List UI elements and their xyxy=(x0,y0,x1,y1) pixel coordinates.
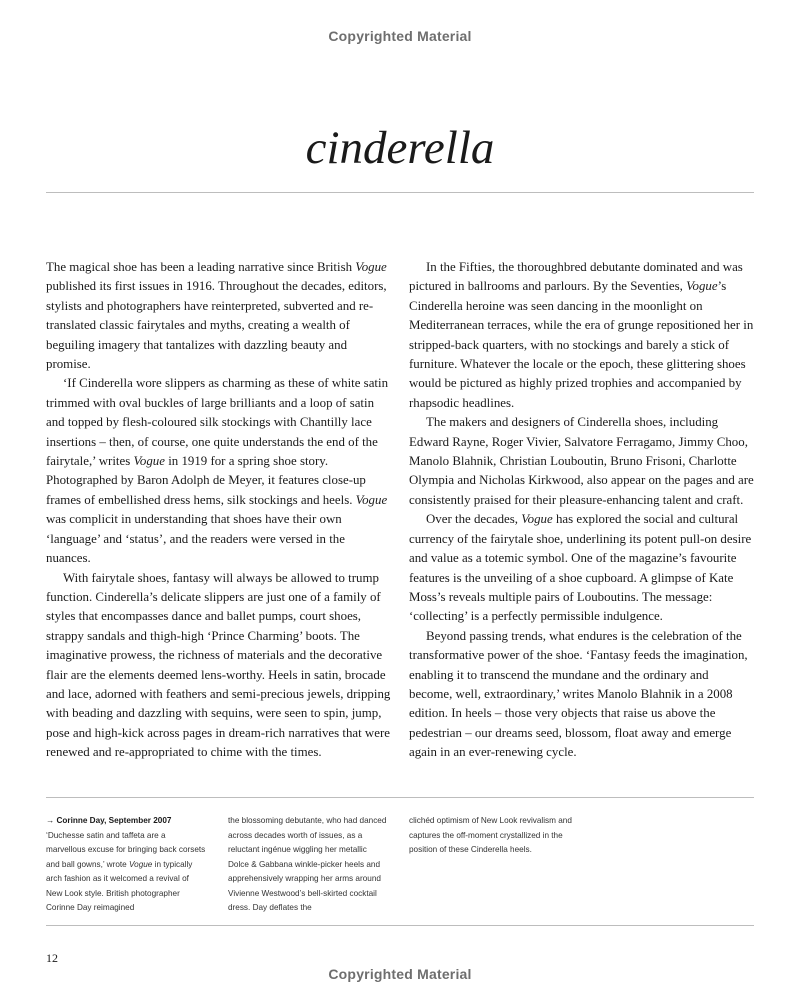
title-divider xyxy=(46,192,754,193)
caption-text: ‘Duchesse satin and taffeta are a marvellous excuse for bringing back corsets and ball gowns,’ wrote Vogue in typically arch fashion as it welcomed a revival of New Look style. British photographer Corinne Day reimagined xyxy=(46,830,206,912)
body-paragraph: Over the decades, Vogue has explored the social and cultural currency of the fairytale shoe, underlining its potent pull-on desire and value as a totemic symbol. One of the magazine’s favourite features is the unveiling of a shoe cupboard. A glimpse of Kate Moss’s reveals multiple pairs of Louboutins. The message: ‘collecting’ is a perfectly permissible indulgence. xyxy=(409,512,752,624)
italic-title: Vogue xyxy=(128,859,153,869)
caption-column-3 xyxy=(409,814,579,858)
caption-text: clichéd optimism of New Look revivalism and captures the off-moment crystallized in the position of these Cinderella heels. xyxy=(409,816,572,854)
copyright-watermark-top: Copyrighted Material xyxy=(328,28,472,44)
body-paragraph: The magical shoe has been a leading narrative since British Vogue published its first issues in 1916. Throughout the decades, editors, stylists and photographers have reinterpreted, subverted and re-translated classic fairytales and myths, creating a wealth of beguiling imagery that tantalizes with dazzling beauty and promise. xyxy=(46,260,387,372)
italic-title: Vogue xyxy=(355,492,388,507)
italic-title: Vogue xyxy=(686,279,718,294)
caption-credit xyxy=(46,814,206,829)
italic-title: Vogue xyxy=(521,512,553,527)
body-paragraph: Beyond passing trends, what endures is the celebration of the transformative power of the shoe. ‘Fantasy feeds the imagination, enabling it to transcend the mundane and the ordinary and become, well, extraordinary,’ writes Manolo Blahnik in a 2008 edition. In heels – those very objects that raise us above the pedestrian – our dreams seed, blossom, float away and emerge again in an ever-renewing cycle. xyxy=(409,628,748,760)
arrow-right-icon: → xyxy=(46,816,55,825)
body-paragraph: With fairytale shoes, fantasy will always be allowed to trump function. Cinderella’s delicate slippers are just one of a family of styles that encompasses dance and ballet pumps, court shoes, strappy sandals and thigh-high ‘Prince Charming’ boots. The imaginative prowess, the richness of materials and the decorative flair are the elements deemed lens-worthy. Heels in satin, brocade and lace, adorned with feathers and semi-precious jewels, dripping with beading and dazzling with sequins, were seen to spin, jump, pose and high-kick across pages in dream-rich narratives that were renewed and re-appropriated to chime with the times. xyxy=(46,570,391,760)
italic-title: Vogue xyxy=(355,260,387,274)
body-paragraph: The makers and designers of Cinderella shoes, including Edward Rayne, Roger Vivier, Salvatore Ferragamo, Jimmy Choo, Manolo Blahnik, Christian Louboutin, Bruno Frisoni, Charlotte Olympia and Nicholas Kirkwood, also appear on the pages and are consistently praised for their pleasure-enhancing talent and craft. xyxy=(409,415,754,507)
chapter-title: cinderella xyxy=(305,122,495,174)
caption-divider xyxy=(46,797,754,798)
page-number: 12 xyxy=(46,951,58,965)
copyright-watermark-bottom: Copyrighted Material xyxy=(328,966,472,982)
caption-column-2 xyxy=(228,814,388,916)
body-paragraph: In the Fifties, the thoroughbred debutante dominated and was pictured in ballrooms and parlours. By the Seventies, Vogue’s Cinderella heroine was seen dancing in the moonlight on Mediterranean terraces, while the era of grunge repositioned her in stripped-back quarters, with no stockings and barely a stick of furniture. Whatever the locale or the epoch, these glittering shoes would be pictured as highly prized trophies and accompanied by rhapsodic headlines. xyxy=(409,260,754,410)
body-column-left xyxy=(46,258,391,763)
caption-text: the blossoming debutante, who had danced across decades worth of issues, as a reluctant ingénue wiggling her metallic Dolce & Gabbana winkle-picker heels and apprehensively wrapping her arms around Vivienne Westwood’s bell-skirted cocktail dress. Day deflates the xyxy=(228,816,387,912)
footer-divider xyxy=(46,925,754,926)
italic-title: Vogue xyxy=(133,454,165,469)
body-column-right xyxy=(409,258,754,763)
caption-credit-text: Corinne Day, September 2007 xyxy=(56,816,172,825)
caption-column-1 xyxy=(46,814,206,916)
body-paragraph: ‘If Cinderella wore slippers as charming as these of white satin trimmed with oval buckles of large brilliants and a loop of satin and topped by flesh-coloured silk stockings with Chantilly lace insertions – then, of course, one quite understands the end of the fairytale,’ writes Vogue in 1919 for a spring shoe story. Photographed by Baron Adolph de Meyer, it features close-up frames of embellished dress hems, silk stockings and heels. Vogue was complicit in understanding that shoes have their own ‘language’ and ‘status’, and the readers were versed in the nuances. xyxy=(46,376,389,566)
